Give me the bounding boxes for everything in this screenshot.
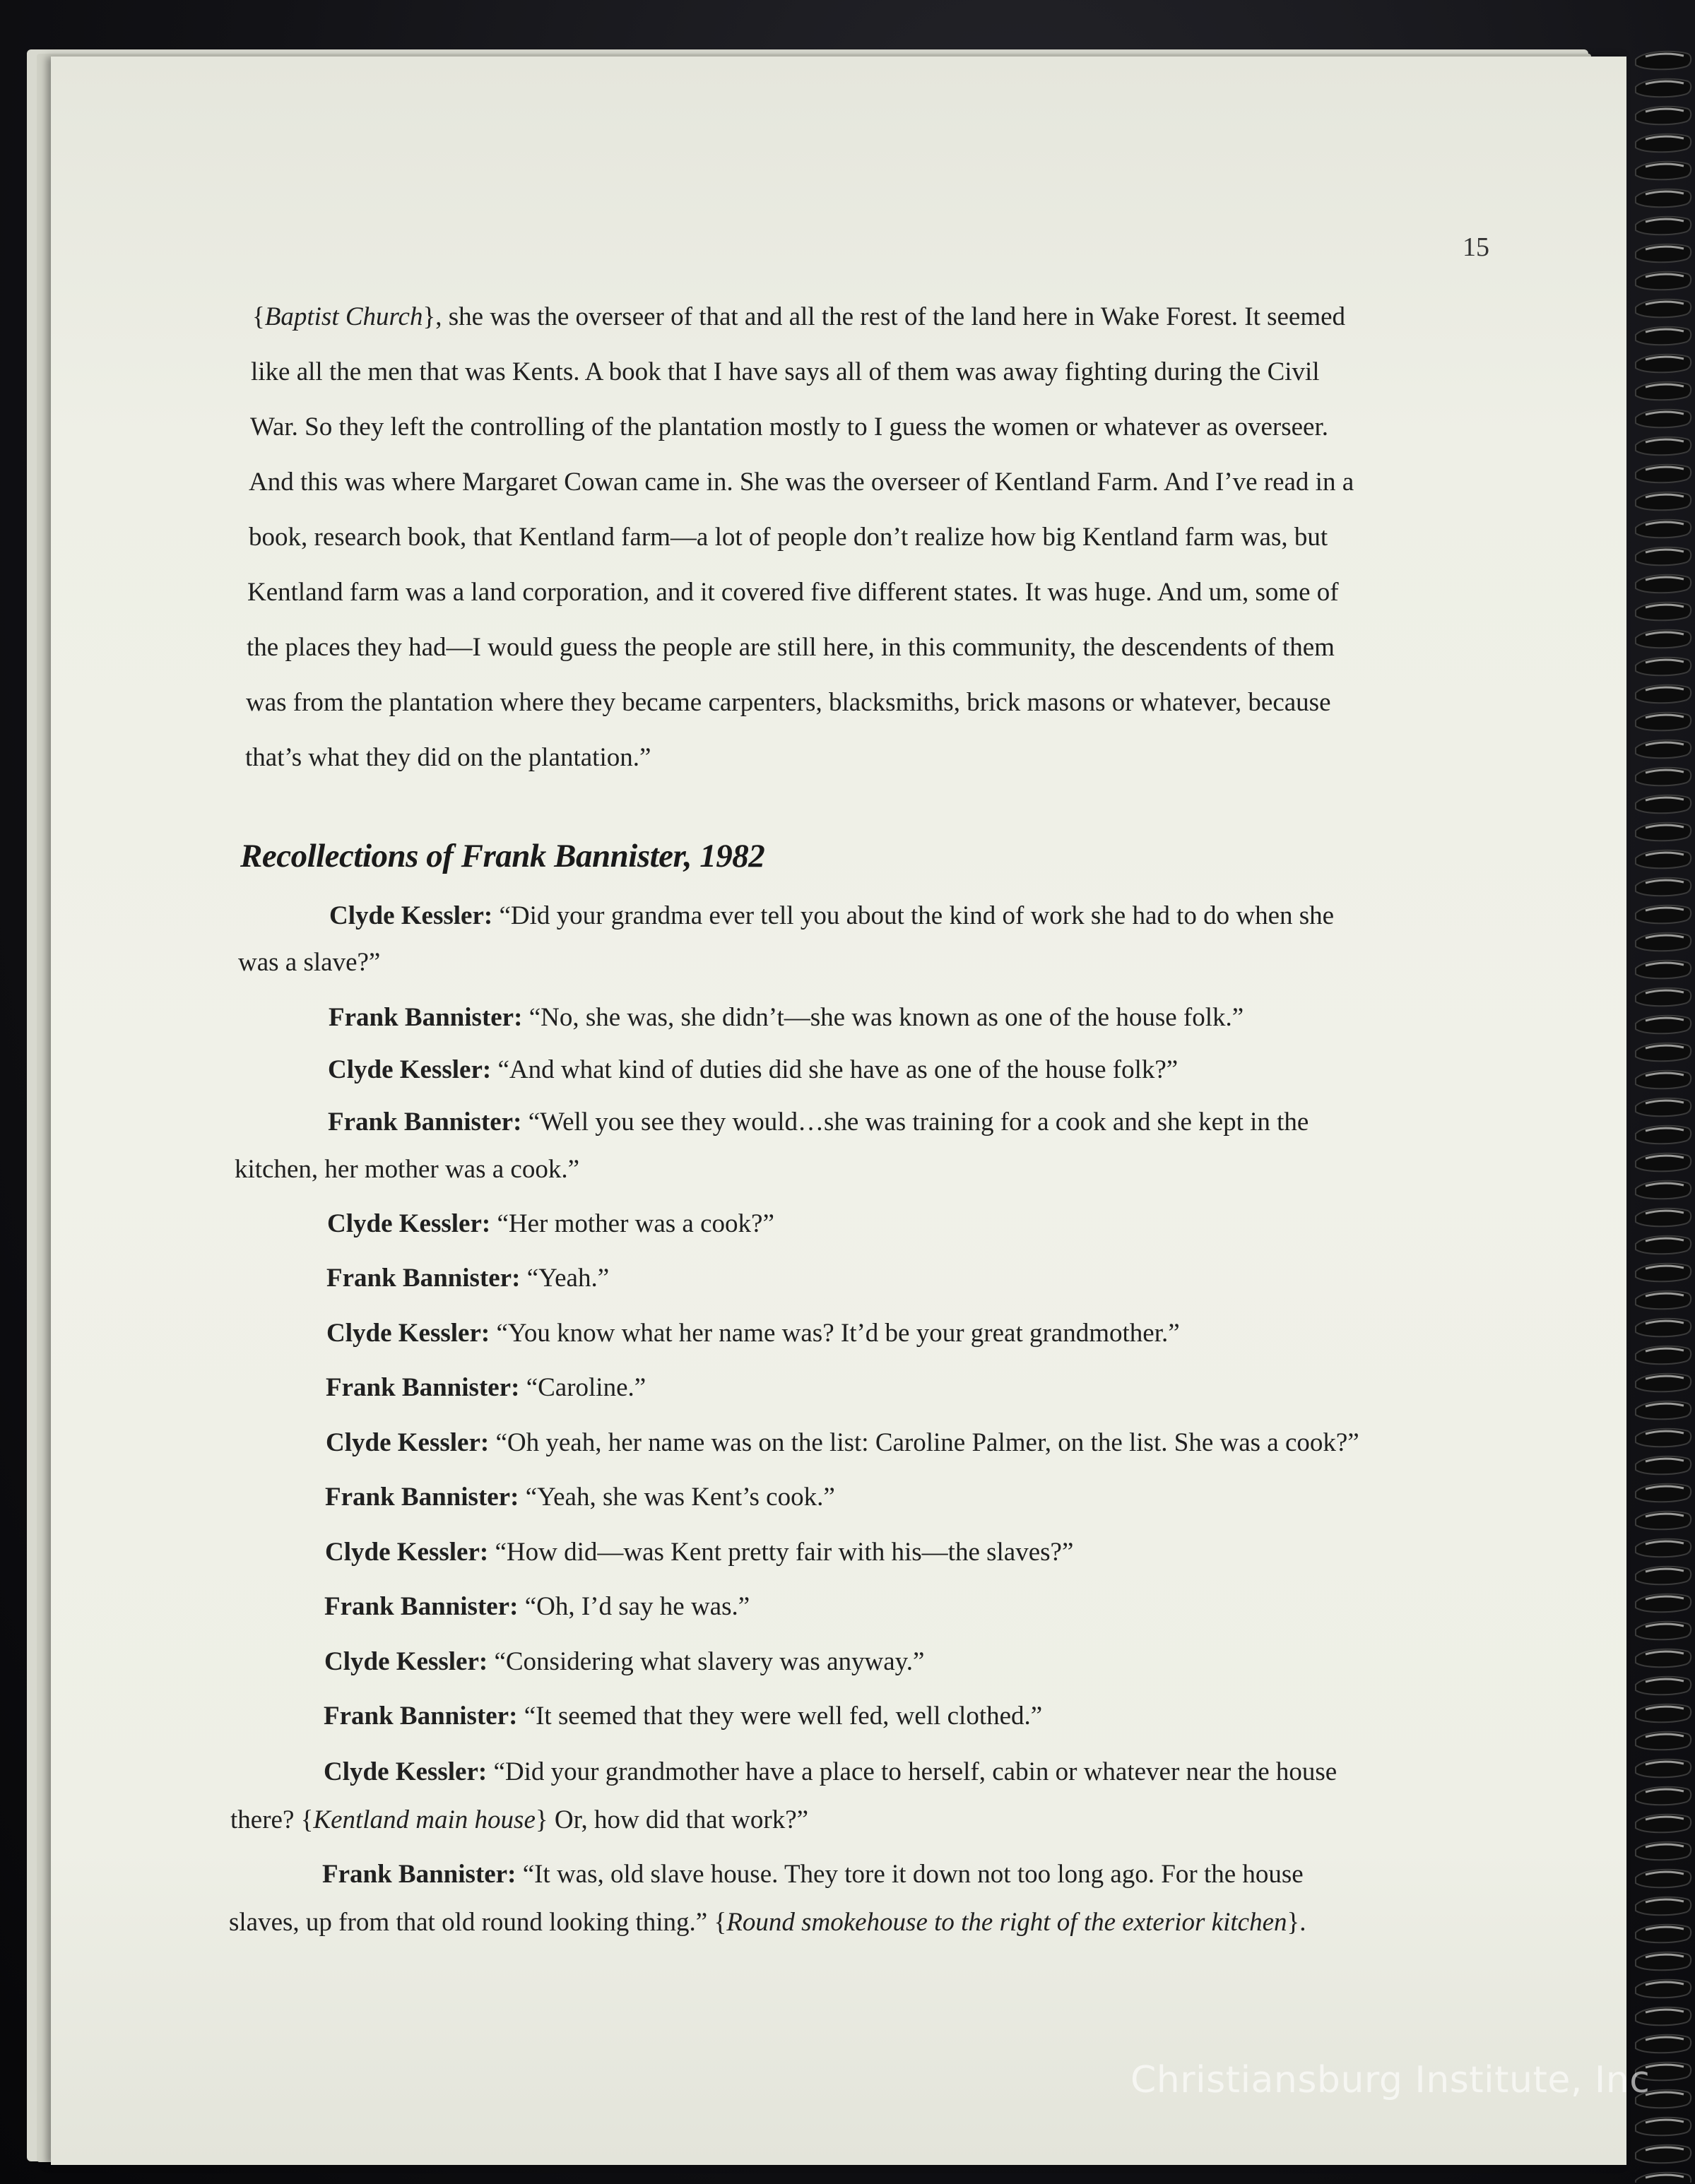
spiral-coil <box>1636 1787 1691 1805</box>
spiral-coil <box>1636 1704 1691 1723</box>
spiral-coil <box>1636 1759 1691 1778</box>
spiral-coil <box>1636 327 1691 345</box>
italic-note: Round smokehouse to the right of the exterior kitchen <box>726 1908 1287 1937</box>
intro-line-9 <box>245 730 651 785</box>
dialogue-line <box>326 1416 1359 1471</box>
spiral-coil <box>1636 1429 1691 1447</box>
spiral-coil <box>1636 1016 1691 1034</box>
spiral-coil <box>1636 1925 1691 1943</box>
text-fragment: slaves, up from that old round looking thing.” { <box>229 1908 727 1937</box>
intro-line-1 <box>252 290 1345 345</box>
spiral-coil <box>1636 1209 1691 1227</box>
dialogue-line <box>324 1579 750 1634</box>
spiral-coil <box>1636 79 1691 97</box>
dialogue-text: “Yeah.” <box>520 1264 610 1293</box>
text-fragment: }, she was the overseer of that and all the rest of the land here in Wake Forest. It seemed <box>423 302 1346 331</box>
spiral-coil <box>1636 1291 1691 1310</box>
text-fragment: like all the men that was Kents. A book that I have says all of them was away fighting during the Civil <box>251 357 1320 386</box>
dialogue-continuation <box>230 1793 808 1848</box>
spiral-coil <box>1636 2118 1691 2136</box>
spiral-coil <box>1636 382 1691 400</box>
dialogue-text: “Did your grandma ever tell you about the kind of work she had to do when she <box>492 901 1335 930</box>
text-fragment: there? { <box>230 1805 314 1834</box>
spiral-coil <box>1636 933 1691 951</box>
text-fragment: that’s what they did on the plantation.” <box>245 743 651 772</box>
spiral-coil <box>1636 2145 1691 2164</box>
page-number: 15 <box>1463 232 1489 262</box>
intro-line-7 <box>247 620 1335 675</box>
intro-line-5 <box>249 510 1328 565</box>
dialogue-continuation <box>238 935 380 990</box>
spiral-coil <box>1636 658 1691 676</box>
text-fragment: Kentland farm was a land corporation, and it covered five different states. It was huge. And um, some of <box>247 578 1339 607</box>
text-fragment: }. <box>1287 1908 1306 1937</box>
spiral-coil <box>1636 713 1691 731</box>
spiral-binding <box>1630 42 1695 2183</box>
spiral-coil <box>1636 1043 1691 1062</box>
text-fragment: the places they had—I would guess the people are still here, in this community, the descendents of them <box>247 633 1335 662</box>
text-fragment: was from the plantation where they became carpenters, blacksmiths, brick masons or whatever, because <box>246 688 1331 717</box>
spiral-coil <box>1636 768 1691 786</box>
dialogue-line <box>322 1847 1304 1902</box>
dialogue-text: kitchen, her mother was a cook.” <box>235 1155 580 1184</box>
dialogue-line <box>326 1251 609 1306</box>
speaker-name: Clyde Kessler: <box>326 1319 490 1348</box>
text-fragment: And this was where Margaret Cowan came in. She was the overseer of Kentland Farm. And I’ve read in a <box>249 468 1354 497</box>
section-heading: Recollections of Frank Bannister, 1982 <box>240 838 765 874</box>
dialogue-line <box>329 990 1244 1045</box>
spiral-coil <box>1636 1374 1691 1392</box>
spiral-coil <box>1636 630 1691 648</box>
spiral-coil <box>1636 1732 1691 1750</box>
spiral-coil <box>1636 1484 1691 1502</box>
spiral-coil <box>1636 107 1691 125</box>
dialogue-text: “No, she was, she didn’t—she was known as one of the house folk.” <box>522 1003 1244 1032</box>
speaker-name: Frank Bannister: <box>325 1483 519 1512</box>
dialogue-text: “Considering what slavery was anyway.” <box>488 1647 925 1676</box>
dialogue-line <box>324 1634 924 1690</box>
spiral-coil <box>1636 740 1691 759</box>
spiral-coil <box>1636 299 1691 318</box>
speaker-name: Frank Bannister: <box>326 1264 521 1293</box>
speaker-name: Frank Bannister: <box>329 1003 523 1032</box>
spiral-coil <box>1636 547 1691 566</box>
spiral-coil <box>1636 52 1691 70</box>
dialogue-line <box>326 1360 646 1416</box>
spiral-coil <box>1636 1594 1691 1613</box>
spiral-coil <box>1636 410 1691 428</box>
spiral-coil <box>1636 906 1691 924</box>
dialogue-text: “Caroline.” <box>519 1373 646 1402</box>
document-page <box>51 57 1626 2165</box>
spiral-coil <box>1636 272 1691 290</box>
dialogue-text: “Oh yeah, her name was on the list: Caroline Palmer, on the list. She was a cook?” <box>489 1428 1359 1457</box>
spiral-coil <box>1636 1181 1691 1199</box>
spiral-coil <box>1636 2035 1691 2053</box>
dialogue-line <box>328 1043 1178 1098</box>
speaker-name: Clyde Kessler: <box>324 1757 488 1786</box>
speaker-name: Frank Bannister: <box>328 1108 522 1136</box>
spiral-coil <box>1636 1098 1691 1117</box>
spiral-coil <box>1636 217 1691 235</box>
dialogue-text: “Oh, I’d say he was.” <box>518 1592 750 1621</box>
speaker-name: Clyde Kessler: <box>327 1209 491 1238</box>
text-fragment: book, research book, that Kentland farm—a lot of people don’t realize how big Kentland farm was, but <box>249 523 1328 552</box>
spiral-coil <box>1636 1677 1691 1695</box>
dialogue-line <box>326 1306 1180 1361</box>
spiral-coil <box>1636 1456 1691 1475</box>
spiral-coil <box>1636 685 1691 704</box>
speaker-name: Frank Bannister: <box>324 1592 519 1621</box>
spiral-coil <box>1636 437 1691 456</box>
dialogue-text: “Her mother was a cook?” <box>490 1209 774 1238</box>
dialogue-line <box>327 1197 774 1252</box>
spiral-coil <box>1636 1236 1691 1254</box>
spiral-coil <box>1636 878 1691 896</box>
speaker-name: Clyde Kessler: <box>329 901 493 930</box>
spiral-coil <box>1636 1071 1691 1089</box>
spiral-coil <box>1636 575 1691 593</box>
dialogue-text: “Did your grandmother have a place to herself, cabin or whatever near the house <box>487 1757 1337 1786</box>
spiral-coil <box>1636 134 1691 153</box>
spiral-coil <box>1636 162 1691 180</box>
spiral-coil <box>1636 244 1691 263</box>
dialogue-text: “How did—was Kent pretty fair with his—the slaves?” <box>488 1538 1074 1567</box>
dialogue-line <box>325 1525 1073 1580</box>
spiral-coil <box>1636 492 1691 511</box>
dialogue-continuation <box>235 1142 579 1197</box>
spiral-coil <box>1636 1346 1691 1365</box>
watermark: Christiansburg Institute, Inc <box>1130 2059 1650 2101</box>
dialogue-text: “You know what her name was? It’d be your great grandmother.” <box>490 1319 1180 1348</box>
dialogue-text: “Yeah, she was Kent’s cook.” <box>519 1483 835 1512</box>
dialogue-text: “It seemed that they were well fed, well clothed.” <box>517 1702 1043 1731</box>
spiral-coil <box>1636 1153 1691 1172</box>
spiral-coil <box>1636 1401 1691 1420</box>
spiral-coil <box>1636 823 1691 841</box>
spiral-coil <box>1636 1512 1691 1530</box>
dialogue-line <box>324 1689 1042 1744</box>
spiral-coil <box>1636 1815 1691 1833</box>
spiral-coil <box>1636 1539 1691 1557</box>
spiral-coil <box>1636 1319 1691 1337</box>
spiral-coil <box>1636 1649 1691 1668</box>
spiral-coil <box>1636 961 1691 979</box>
spiral-coil <box>1636 1897 1691 1916</box>
spiral-coil <box>1636 1870 1691 1888</box>
dialogue-line <box>324 1745 1337 1800</box>
spiral-coil <box>1636 795 1691 814</box>
intro-line-2 <box>251 345 1320 400</box>
spiral-coil <box>1636 1842 1691 1860</box>
spiral-coil <box>1636 1264 1691 1282</box>
spiral-coil <box>1636 1126 1691 1144</box>
spiral-coil <box>1636 1980 1691 1998</box>
spiral-coil <box>1636 603 1691 621</box>
text-fragment: { <box>252 302 265 331</box>
spiral-coil <box>1636 520 1691 538</box>
intro-line-3 <box>250 400 1328 455</box>
intro-line-6 <box>247 565 1339 620</box>
spiral-coil <box>1636 1622 1691 1640</box>
speaker-name: Clyde Kessler: <box>325 1538 489 1567</box>
spiral-coil <box>1636 988 1691 1007</box>
speaker-name: Clyde Kessler: <box>326 1428 490 1457</box>
spiral-coil <box>1636 189 1691 208</box>
dialogue-text: “Well you see they would…she was training for a cook and she kept in the <box>521 1108 1309 1136</box>
dialogue-continuation <box>229 1895 1306 1950</box>
speaker-name: Frank Bannister: <box>326 1373 520 1402</box>
text-fragment: } Or, how did that work?” <box>535 1805 809 1834</box>
spiral-coil <box>1636 2007 1691 2026</box>
speaker-name: Frank Bannister: <box>322 1860 516 1889</box>
dialogue-line <box>329 889 1334 944</box>
text-fragment: War. So they left the controlling of the plantation mostly to I guess the women or whatever as overseer. <box>250 413 1328 441</box>
spiral-coil <box>1636 355 1691 373</box>
dialogue-text: “It was, old slave house. They tore it down not too long ago. For the house <box>516 1860 1304 1889</box>
dialogue-text: “And what kind of duties did she have as one of the house folk?” <box>491 1055 1179 1084</box>
dialogue-line <box>325 1470 835 1525</box>
speaker-name: Clyde Kessler: <box>328 1055 492 1084</box>
italic-note: Baptist Church <box>264 302 423 331</box>
spiral-coil <box>1636 850 1691 869</box>
intro-line-4 <box>249 455 1354 510</box>
spiral-coil <box>1636 1567 1691 1585</box>
speaker-name: Clyde Kessler: <box>324 1647 488 1676</box>
spiral-coil <box>1636 2173 1691 2183</box>
italic-note: Kentland main house <box>313 1805 536 1834</box>
dialogue-text: was a slave?” <box>238 948 381 977</box>
spiral-coil <box>1636 1952 1691 1971</box>
spiral-coil <box>1636 465 1691 483</box>
intro-line-8 <box>246 675 1331 730</box>
speaker-name: Frank Bannister: <box>324 1702 518 1731</box>
